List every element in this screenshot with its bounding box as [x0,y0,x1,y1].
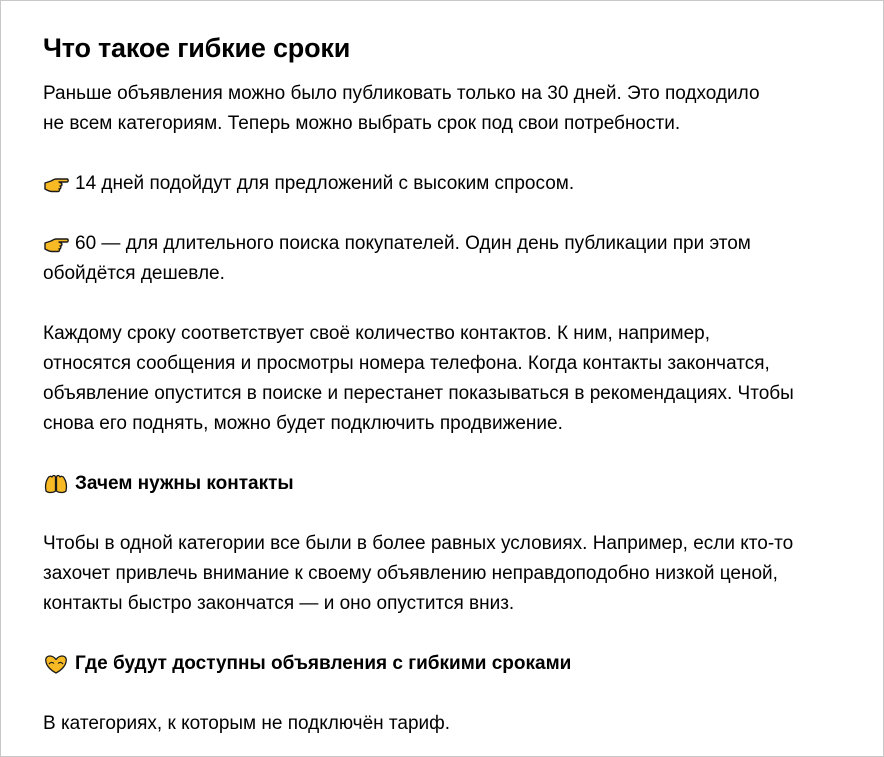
paragraph-line: Каждому сроку соответствует своё количество контактов. К ним, например, [43,323,711,344]
section-heading-availability [43,649,853,679]
section-heading-text: Зачем нужны контакты [75,473,294,494]
pointing-hand-right-icon [43,231,69,255]
paragraph-line: снова его поднять, можно будет подключить продвижение. [43,413,563,434]
section1-paragraph [43,529,853,619]
paragraph-line: относятся сообщения и просмотры номера телефона. Когда контакты закончатся, [43,353,770,374]
bullet-text: 14 дней подойдут для предложений с высоким спросом. [75,173,575,194]
bullet-item [43,169,853,199]
intro-line: Раньше объявления можно было публиковать только на 30 дней. Это подходило [43,83,760,104]
paragraph-line: контакты быстро закончатся — и оно опустится вниз. [43,593,515,614]
raised-hands-icon [43,472,69,496]
bullet-text: 60 — для длительного поиска покупателей. Один день публикации при этом [75,233,751,254]
section-heading-contacts [43,469,853,499]
bullet-text-cont: обойдётся дешевле. [43,263,225,284]
article [43,30,853,739]
contacts-paragraph [43,319,853,439]
paragraph-line: Чтобы в одной категории все были в более равных условиях. Например, если кто-то [43,533,794,554]
section-heading-text: Где будут доступны объявления с гибкими сроками [75,653,572,674]
page-title: Что такое гибкие сроки [43,33,351,63]
intro-paragraph [43,79,853,139]
paragraph-line: В категориях, к которым не подключён тариф. [43,713,451,734]
paragraph-line: объявление опустится в поиске и перестанет показываться в рекомендациях. Чтобы [43,383,794,404]
intro-line: не всем категориям. Теперь можно выбрать срок под свои потребности. [43,113,681,134]
pointing-hand-right-icon [43,171,69,195]
paragraph-line: захочет привлечь внимание к своему объявлению неправдоподобно низкой ценой, [43,563,778,584]
heart-hands-icon [43,652,69,676]
bullet-item [43,229,853,289]
section2-paragraph [43,709,853,739]
